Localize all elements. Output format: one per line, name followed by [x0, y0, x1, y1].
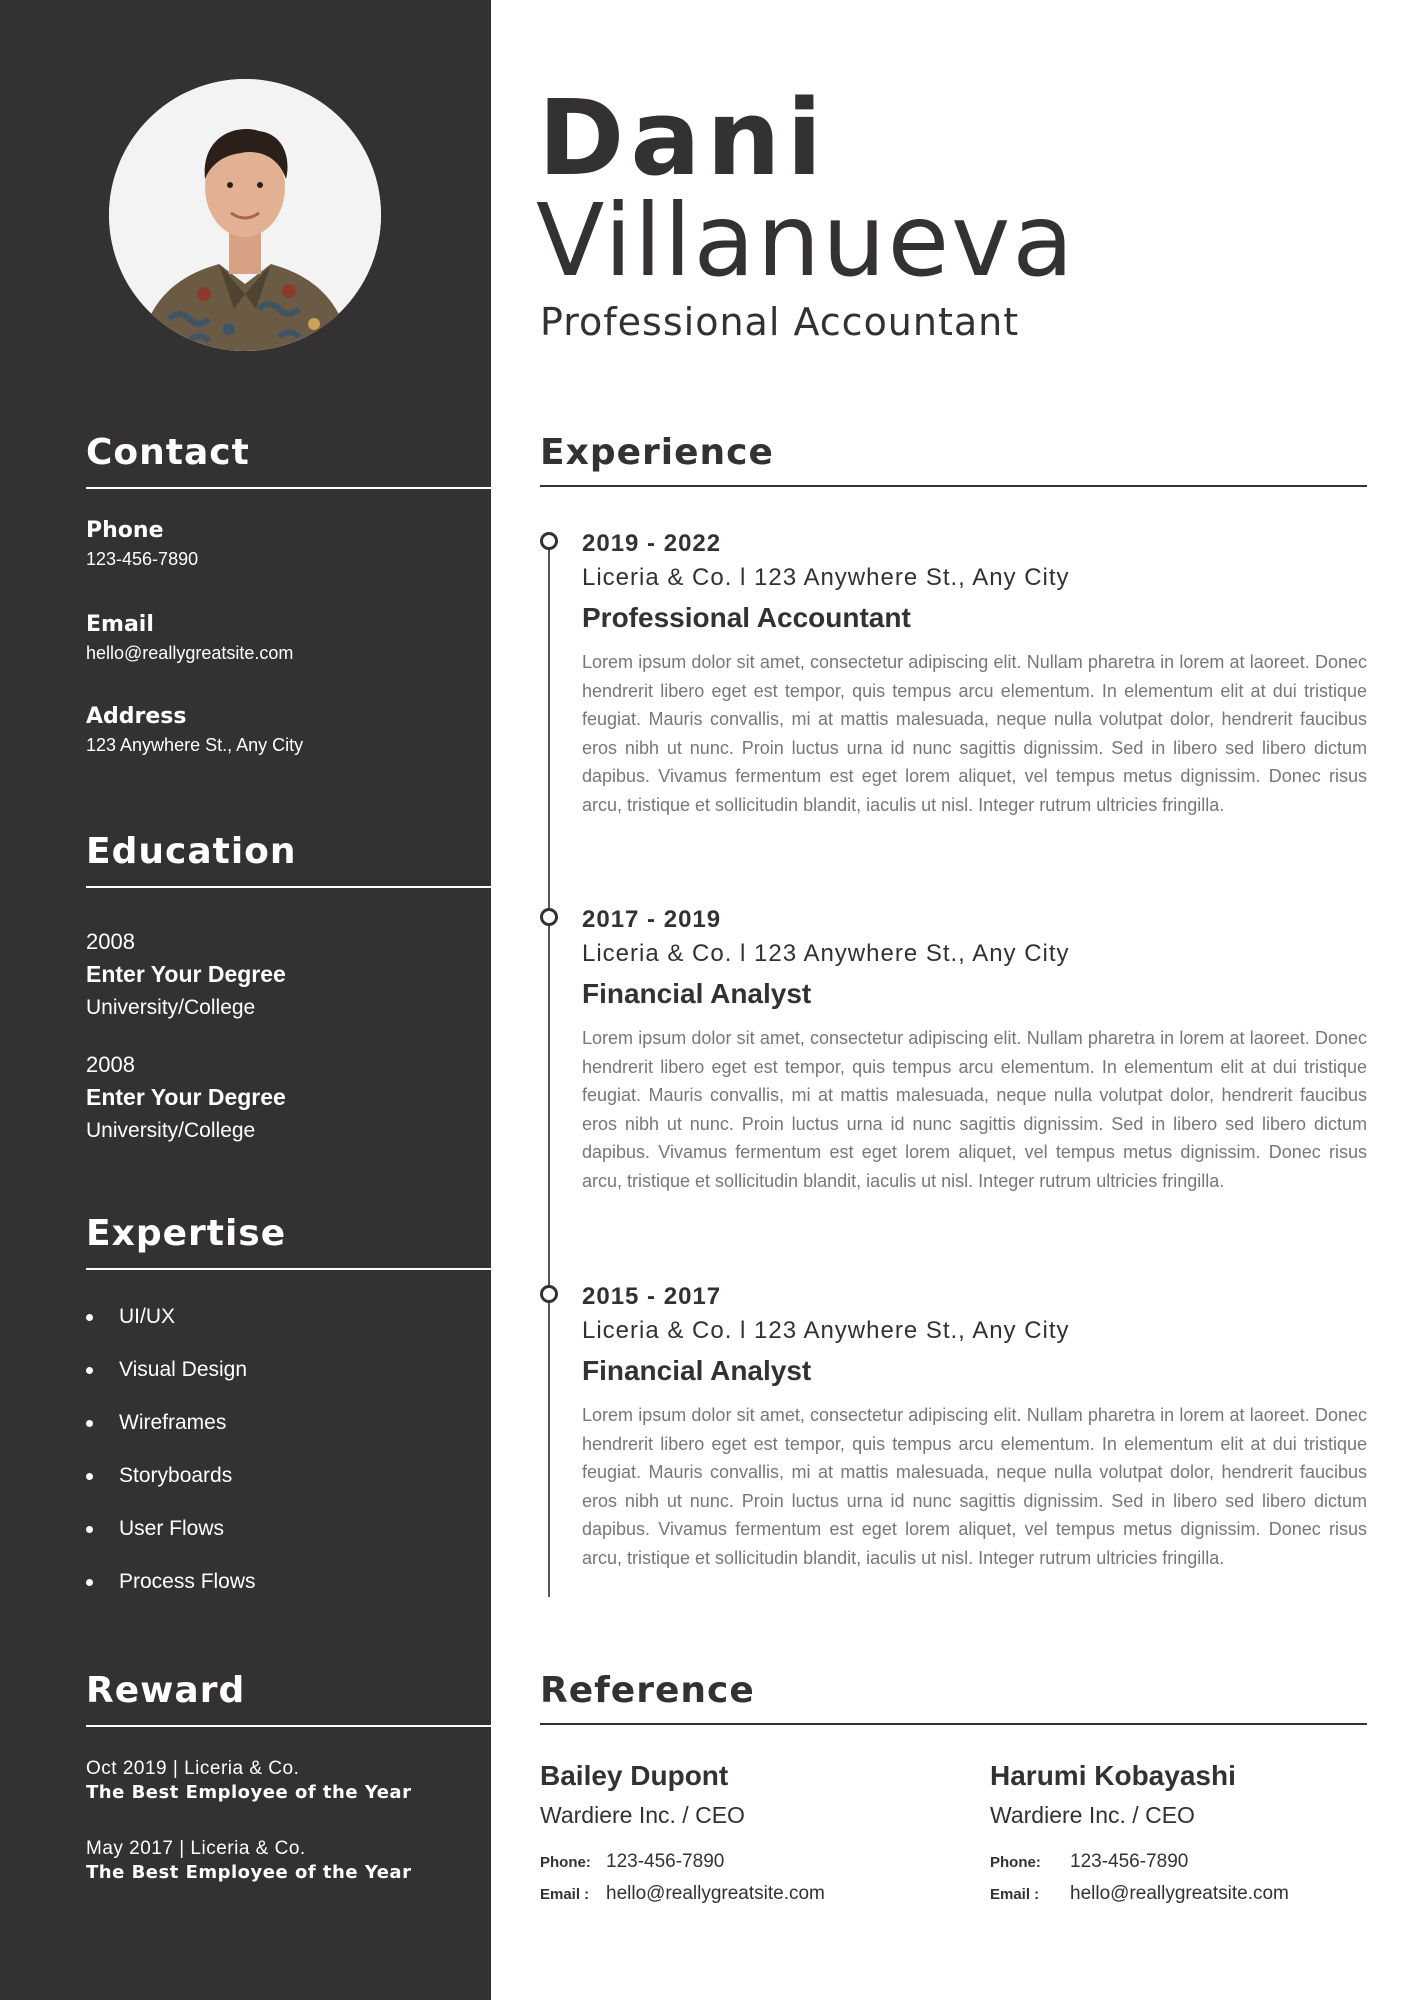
- reference-email-label: Email :: [990, 1886, 1040, 1903]
- timeline-line: [548, 540, 550, 1597]
- reference-phone: 123-456-7890: [606, 1851, 725, 1872]
- reference-email-label: Email :: [540, 1886, 590, 1903]
- reward-heading: Reward: [86, 1670, 491, 1727]
- expertise-label: Storyboards: [119, 1464, 233, 1487]
- reference-email-row: [990, 1883, 1410, 1905]
- experience-years: 2015 - 2017: [582, 1283, 722, 1310]
- experience-item: [582, 906, 1367, 1195]
- reference-phone-label: Phone:: [540, 1854, 591, 1871]
- reference-email: hello@reallygreatsite.com: [1070, 1883, 1289, 1904]
- experience-years: 2019 - 2022: [582, 530, 722, 557]
- reference-phone-row: [540, 1851, 960, 1873]
- experience-role: Professional Accountant: [582, 602, 911, 633]
- expertise-label: UI/UX: [119, 1305, 176, 1328]
- education-year: 2008: [86, 1052, 135, 1077]
- contact-heading: Contact: [86, 432, 491, 489]
- experience-role: Financial Analyst: [582, 978, 812, 1009]
- education-item: [86, 1052, 286, 1143]
- first-name: Dani: [538, 77, 829, 199]
- expertise-item: [86, 1305, 175, 1329]
- contact-phone: [86, 518, 198, 570]
- expertise-item: [86, 1358, 247, 1382]
- reference-card: [540, 1760, 960, 1905]
- experience-company: Liceria & Co. l 123 Anywhere St., Any City: [582, 564, 1070, 591]
- expertise-item: [86, 1464, 232, 1488]
- contact-email: [86, 612, 293, 664]
- phone-value: 123-456-7890: [86, 549, 199, 569]
- timeline-dot-icon: [540, 908, 558, 926]
- experience-company: Liceria & Co. l 123 Anywhere St., Any City: [582, 940, 1070, 967]
- education-degree: Enter Your Degree: [86, 961, 286, 987]
- expertise-item: [86, 1517, 224, 1541]
- expertise-item: [86, 1570, 256, 1594]
- expertise-item: [86, 1411, 226, 1435]
- expertise-label: Process Flows: [119, 1570, 256, 1593]
- bullet-icon: [86, 1526, 93, 1533]
- profile-photo: [109, 79, 381, 351]
- experience-heading: Experience: [540, 432, 1367, 487]
- sidebar: [0, 0, 491, 2000]
- reward-item: [86, 1838, 411, 1883]
- education-item: [86, 929, 286, 1020]
- education-school: University/College: [86, 1119, 256, 1142]
- experience-description: Lorem ipsum dolor sit amet, consectetur adipiscing elit. Nullam pharetra in lorem at laoreet. Donec hendrerit libero eget est tempor, quis tempus arcu elementum. In elementum elit at dui tristique feugiat. Mauris convallis, mi at mattis malesuada, neque nulla volutpat dolor, hendrerit faucibus eros nibh ut nunc. Proin luctus urna id nunc sagittis dignissim. Sed in libero sed libero dictum dapibus. Vivamus fermentum est eget lorem aliquet, vel tempus metus dignissim. Donec risus arcu, tristique et sollicitudin blandit, iaculis ut nisl. Integer rutrum ultricies fringilla.: [582, 1028, 1367, 1191]
- experience-item: [582, 1283, 1367, 1572]
- bullet-icon: [86, 1367, 93, 1374]
- experience-years: 2017 - 2019: [582, 906, 722, 933]
- reward-title: The Best Employee of the Year: [86, 1862, 412, 1883]
- job-title: Professional Accountant: [540, 300, 1020, 344]
- contact-section: [86, 432, 491, 755]
- reward-item: [86, 1758, 411, 1803]
- education-school: University/College: [86, 996, 256, 1019]
- reference-email-row: [540, 1883, 960, 1905]
- reference-name: Bailey Dupont: [540, 1760, 729, 1791]
- reward-title: The Best Employee of the Year: [86, 1782, 412, 1803]
- bullet-icon: [86, 1420, 93, 1427]
- phone-label: Phone: [86, 518, 164, 543]
- education-section: [86, 831, 491, 1142]
- experience-item: [582, 530, 1367, 819]
- reference-email: hello@reallygreatsite.com: [606, 1883, 825, 1904]
- reference-phone-label: Phone:: [990, 1854, 1041, 1871]
- reference-phone-row: [990, 1851, 1410, 1873]
- reference-org: Wardiere Inc. / CEO: [990, 1802, 1195, 1828]
- bullet-icon: [86, 1314, 93, 1321]
- expertise-section: [86, 1213, 491, 1593]
- expertise-label: Wireframes: [119, 1411, 227, 1434]
- education-degree: Enter Your Degree: [86, 1084, 286, 1110]
- email-value: hello@reallygreatsite.com: [86, 643, 294, 663]
- expertise-label: User Flows: [119, 1517, 225, 1540]
- bullet-icon: [86, 1579, 93, 1586]
- experience-description: Lorem ipsum dolor sit amet, consectetur adipiscing elit. Nullam pharetra in lorem at laoreet. Donec hendrerit libero eget est tempor, quis tempus arcu elementum. In elementum elit at dui tristique feugiat. Mauris convallis, mi at mattis malesuada, neque nulla volutpat dolor, hendrerit faucibus eros nibh ut nunc. Proin luctus urna id nunc sagittis dignissim. Sed in libero sed libero dictum dapibus. Vivamus fermentum est eget lorem aliquet, vel tempus metus dignissim. Donec risus arcu, tristique et sollicitudin blandit, iaculis ut nisl. Integer rutrum ultricies fringilla.: [582, 1405, 1367, 1568]
- reference-heading: Reference: [540, 1670, 1367, 1725]
- address-label: Address: [86, 704, 187, 729]
- reference-org: Wardiere Inc. / CEO: [540, 1802, 745, 1828]
- reference-name: Harumi Kobayashi: [990, 1760, 1236, 1791]
- education-year: 2008: [86, 929, 135, 954]
- reference-card: [990, 1760, 1410, 1905]
- reward-section: [86, 1670, 491, 1883]
- contact-address: [86, 704, 303, 756]
- email-label: Email: [86, 612, 154, 637]
- reference-phone: 123-456-7890: [1070, 1851, 1189, 1872]
- address-value: 123 Anywhere St., Any City: [86, 735, 304, 755]
- experience-company: Liceria & Co. l 123 Anywhere St., Any City: [582, 1317, 1070, 1344]
- reward-date: May 2017 | Liceria & Co.: [86, 1838, 306, 1859]
- timeline-dot-icon: [540, 532, 558, 550]
- bullet-icon: [86, 1473, 93, 1480]
- last-name: Villanueva: [536, 182, 1076, 299]
- reward-date: Oct 2019 | Liceria & Co.: [86, 1758, 300, 1779]
- expertise-label: Visual Design: [119, 1358, 248, 1381]
- person-portrait-icon: [109, 79, 381, 351]
- timeline-dot-icon: [540, 1285, 558, 1303]
- experience-role: Financial Analyst: [582, 1355, 812, 1386]
- education-heading: Education: [86, 831, 491, 888]
- experience-description: Lorem ipsum dolor sit amet, consectetur adipiscing elit. Nullam pharetra in lorem at laoreet. Donec hendrerit libero eget est tempor, quis tempus arcu elementum. In elementum elit at dui tristique feugiat. Mauris convallis, mi at mattis malesuada, neque nulla volutpat dolor, hendrerit faucibus eros nibh ut nunc. Proin luctus urna id nunc sagittis dignissim. Sed in libero sed libero dictum dapibus. Vivamus fermentum est eget lorem aliquet, vel tempus metus dignissim. Donec risus arcu, tristique et sollicitudin blandit, iaculis ut nisl. Integer rutrum ultricies fringilla.: [582, 652, 1367, 815]
- expertise-heading: Expertise: [86, 1213, 491, 1270]
